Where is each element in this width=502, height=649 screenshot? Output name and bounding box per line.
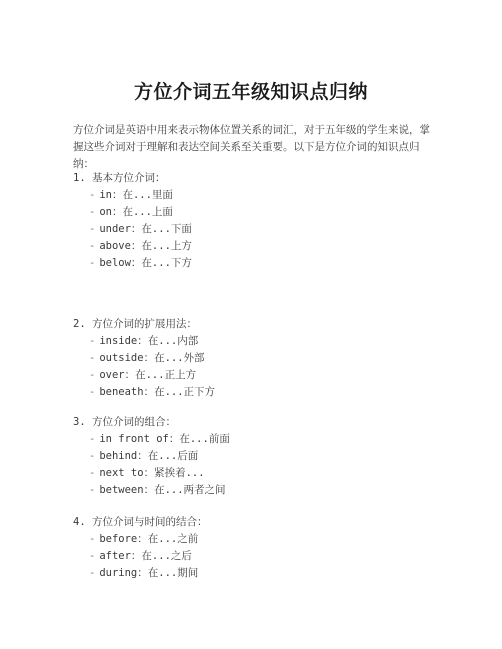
section-heading: 1. 基本方位介词：: [73, 172, 166, 184]
list-item: - under：在...下面: [89, 223, 192, 235]
list-item: - during：在...期间: [89, 567, 199, 579]
list-item: - on：在...上面: [89, 206, 173, 218]
section-extended-usage: [73, 316, 453, 401]
intro-paragraph: 方位介词是英语中用来表示物体位置关系的词汇，对于五年级的学生来说，掌握这些介词对于理解和表达空间关系至关重要。以下是方位介词的知识点归纳：: [73, 124, 430, 170]
list-item: - below：在...下方: [89, 257, 192, 269]
section-time-usage: [73, 514, 453, 582]
list-item: - over：在...正上方: [89, 369, 197, 381]
list-item: - in：在...里面: [89, 189, 173, 201]
list-item: - after：在...之后: [89, 550, 192, 562]
list-item: - beneath：在...正下方: [89, 386, 216, 398]
item-list: [73, 333, 453, 401]
list-item: - between：在...两者之间: [89, 484, 226, 496]
section-heading: 2. 方位介词的扩展用法：: [73, 318, 197, 330]
list-item: - next to：紧挨着...: [89, 467, 205, 479]
section-basic-prepositions: [73, 170, 453, 272]
list-item: - inside：在...内部: [89, 335, 199, 347]
list-item: - behind：在...后面: [89, 450, 199, 462]
section-heading: 4. 方位介词与时间的结合：: [73, 516, 208, 528]
list-item: - above：在...上方: [89, 240, 192, 252]
item-list: [73, 187, 453, 272]
document-title: 方位介词五年级知识点归纳: [133, 81, 368, 103]
list-item: - outside：在...外部: [89, 352, 205, 364]
item-list: [73, 431, 453, 499]
list-item: - before：在...之前: [89, 533, 199, 545]
section-heading: 3. 方位介词的组合：: [73, 416, 176, 428]
item-list: [73, 531, 453, 582]
list-item: - in front of：在...前面: [89, 433, 230, 445]
section-combinations: [73, 414, 453, 499]
